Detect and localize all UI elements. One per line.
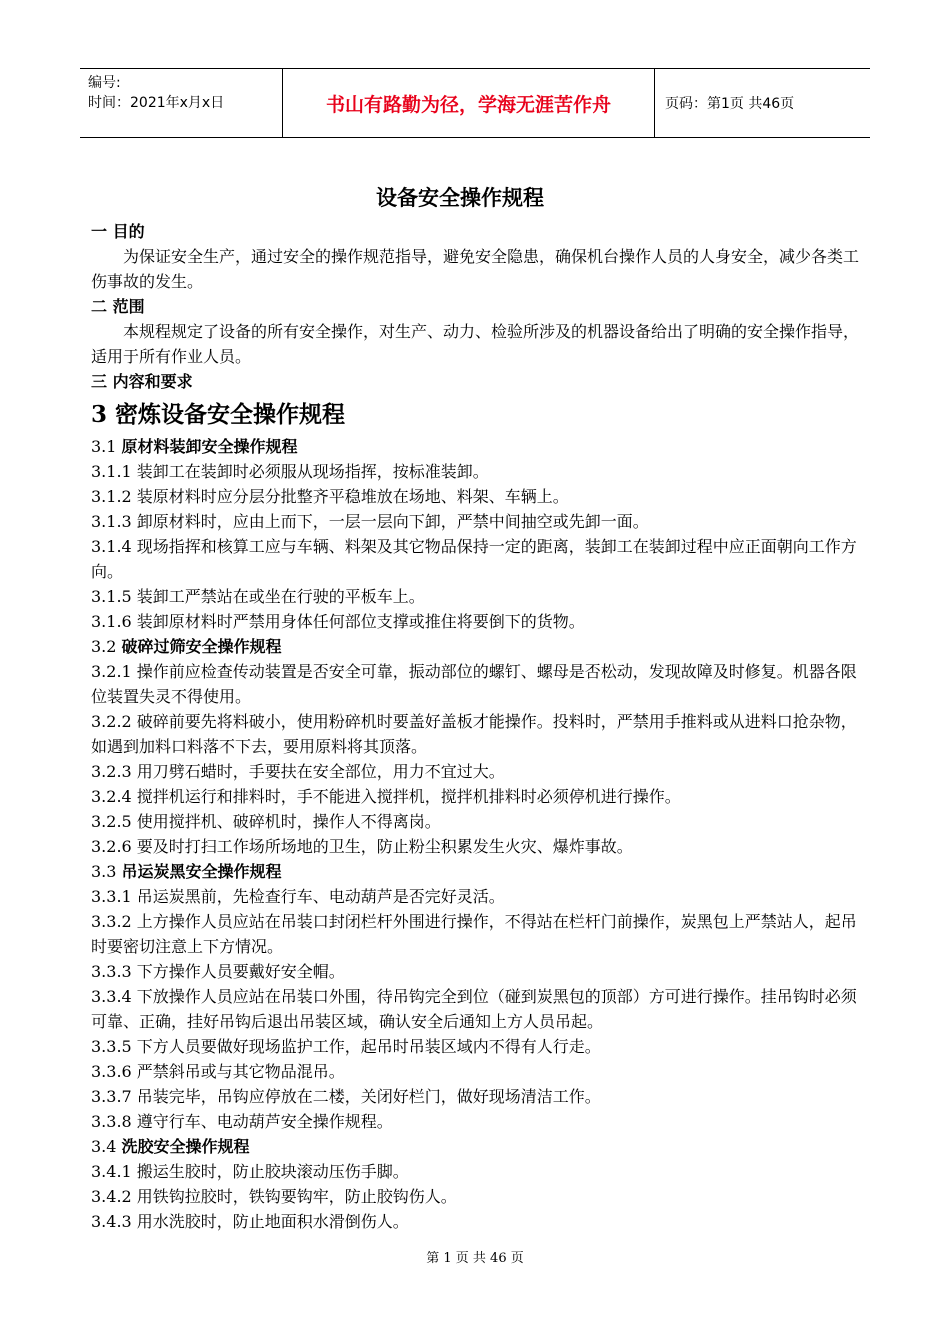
clause-number: 3.4.2 bbox=[91, 1187, 137, 1206]
clause-item bbox=[91, 984, 861, 1034]
clause-text: 搅拌机运行和排料时，手不能进入搅拌机，搅拌机排料时必须停机进行操作。 bbox=[136, 787, 681, 806]
clause-text: 装卸原材料时严禁用身体任何部位支撑或推住将要倒下的货物。 bbox=[136, 612, 585, 631]
clause-text: 搬运生胶时，防止胶块滚动压伤手脚。 bbox=[136, 1162, 409, 1181]
clause-text: 装原材料时应分层分批整齐平稳堆放在场地、料架、车辆上。 bbox=[136, 487, 569, 506]
clause-item bbox=[91, 584, 861, 609]
clause-item bbox=[91, 659, 861, 709]
clause-text: 装卸工在装卸时必须服从现场指挥，按标准装卸。 bbox=[136, 462, 489, 481]
clause-number: 3.3 bbox=[91, 862, 122, 881]
clause-item bbox=[91, 459, 861, 484]
clause-number: 3.4.3 bbox=[91, 1212, 137, 1231]
clause-text: 原材料装卸安全操作规程 bbox=[121, 437, 298, 456]
clause-number: 3.3.8 bbox=[91, 1112, 137, 1131]
clause-number: 3.2.3 bbox=[91, 762, 137, 781]
clause-text: 用水洗胶时，防止地面积水滑倒伤人。 bbox=[136, 1212, 409, 1231]
clause-item bbox=[91, 1034, 861, 1059]
page-info-text: 页码：第1页 共46页 bbox=[665, 96, 795, 112]
clause-item bbox=[91, 759, 861, 784]
clause-number: 3.3.7 bbox=[91, 1087, 137, 1106]
clause-text: 破碎前要先将料破小，使用粉碎机时要盖好盖板才能操作。投料时，严禁用手推料或从进料口抢杂物，如遇到加料口料落不下去，要用原料将其顶落。 bbox=[91, 712, 857, 756]
clause-item bbox=[91, 884, 861, 909]
section-content-title: 三 内容和要求 bbox=[91, 372, 193, 391]
clause-number: 3.1.4 bbox=[91, 537, 137, 556]
clause-text: 卸原材料时，应由上而下，一层一层向下卸，严禁中间抽空或先卸一面。 bbox=[136, 512, 649, 531]
page-footer: 第 1 页 共 46 页 bbox=[426, 1251, 524, 1266]
clause-number: 3.3.6 bbox=[91, 1062, 137, 1081]
clause-number: 3.3.1 bbox=[91, 887, 137, 906]
document-title: 设备安全操作规程 bbox=[376, 186, 544, 210]
clause-item bbox=[91, 1084, 861, 1109]
clause-text: 上方操作人员应站在吊装口封闭栏杆外围进行操作，不得站在栏杆门前操作，炭黑包上严禁站人，起吊时要密切注意上下方情况。 bbox=[91, 912, 857, 956]
clause-number: 3.2.4 bbox=[91, 787, 137, 806]
clause-number: 3.1.2 bbox=[91, 487, 137, 506]
clause-number: 3.3.3 bbox=[91, 962, 137, 981]
motto-cell bbox=[283, 69, 655, 137]
clause-number: 3.3.4 bbox=[91, 987, 137, 1006]
clause-text: 洗胶安全操作规程 bbox=[121, 1137, 250, 1156]
document-body bbox=[91, 219, 861, 1234]
clause-text: 使用搅拌机、破碎机时，操作人不得离岗。 bbox=[136, 812, 441, 831]
page-info-cell bbox=[655, 69, 870, 137]
clause-item bbox=[91, 1059, 861, 1084]
clause-number: 3.1 bbox=[91, 437, 122, 456]
clause-number: 3.2.5 bbox=[91, 812, 137, 831]
clause-number: 3.2.6 bbox=[91, 837, 137, 856]
serial-number-label: 编号: bbox=[88, 75, 121, 91]
section-purpose-body: 为保证安全生产，通过安全的操作规范指导，避免安全隐患，确保机台操作人员的人身安全，减少各类工伤事故的发生。 bbox=[91, 247, 860, 291]
clause-number: 3.2.2 bbox=[91, 712, 137, 731]
clause-text: 用铁钩拉胶时，铁钩要钩牢，防止胶钩伤人。 bbox=[136, 1187, 457, 1206]
clause-item bbox=[91, 709, 861, 759]
chapter-title: 3 密炼设备安全操作规程 bbox=[91, 401, 346, 428]
clause-number: 3.1.3 bbox=[91, 512, 137, 531]
clause-item bbox=[91, 484, 861, 509]
date-line: 时间：2021年x月x日 bbox=[88, 95, 225, 111]
item-list bbox=[91, 434, 861, 1234]
section-purpose-title: 一 目的 bbox=[91, 222, 145, 241]
clause-text: 破碎过筛安全操作规程 bbox=[121, 637, 282, 656]
clause-item bbox=[91, 834, 861, 859]
clause-item bbox=[91, 809, 861, 834]
clause-number: 3.1.1 bbox=[91, 462, 137, 481]
clause-item bbox=[91, 534, 861, 584]
clause-text: 下放操作人员应站在吊装口外围，待吊钩完全到位（碰到炭黑包的顶部）方可进行操作。挂吊钩时必须可靠、正确，挂好吊钩后退出吊装区域，确认安全后通知上方人员吊起。 bbox=[91, 987, 857, 1031]
header-table bbox=[80, 68, 870, 138]
motto-text: 书山有路勤为径，学海无涯苦作舟 bbox=[325, 93, 611, 116]
clause-number: 3.3.2 bbox=[91, 912, 137, 931]
clause-text: 下方操作人员要戴好安全帽。 bbox=[136, 962, 345, 981]
clause-text: 吊运炭黑前，先检查行车、电动葫芦是否完好灵活。 bbox=[136, 887, 505, 906]
clause-text: 要及时打扫工作场所场地的卫生，防止粉尘积累发生火灾、爆炸事故。 bbox=[136, 837, 633, 856]
section-scope-body: 本规程规定了设备的所有安全操作，对生产、动力、检验所涉及的机器设备给出了明确的安全操作指导，适用于所有作业人员。 bbox=[91, 322, 860, 366]
clause-item bbox=[91, 1109, 861, 1134]
subsection-heading bbox=[91, 859, 861, 884]
clause-text: 吊运炭黑安全操作规程 bbox=[121, 862, 282, 881]
clause-number: 3.4 bbox=[91, 1137, 122, 1156]
clause-text: 现场指挥和核算工应与车辆、料架及其它物品保持一定的距离，装卸工在装卸过程中应正面朝向工作方向。 bbox=[91, 537, 857, 581]
clause-number: 3.4.1 bbox=[91, 1162, 137, 1181]
clause-item bbox=[91, 1209, 861, 1234]
clause-text: 吊装完毕，吊钩应停放在二楼，关闭好栏门，做好现场清洁工作。 bbox=[136, 1087, 601, 1106]
clause-number: 3.2.1 bbox=[91, 662, 137, 681]
clause-item bbox=[91, 959, 861, 984]
clause-item bbox=[91, 609, 861, 634]
clause-text: 严禁斜吊或与其它物品混吊。 bbox=[136, 1062, 345, 1081]
subsection-heading bbox=[91, 1134, 861, 1159]
section-scope-title: 二 范围 bbox=[91, 297, 145, 316]
clause-item bbox=[91, 1184, 861, 1209]
clause-text: 装卸工严禁站在或坐在行驶的平板车上。 bbox=[136, 587, 425, 606]
header-meta-cell bbox=[80, 69, 283, 137]
clause-text: 遵守行车、电动葫芦安全操作规程。 bbox=[136, 1112, 393, 1131]
clause-text: 操作前应检查传动装置是否安全可靠，振动部位的螺钉、螺母是否松动，发现故障及时修复。机器各限位装置失灵不得使用。 bbox=[91, 662, 857, 706]
clause-item bbox=[91, 784, 861, 809]
subsection-heading bbox=[91, 434, 861, 459]
clause-number: 3.1.5 bbox=[91, 587, 137, 606]
clause-number: 3.3.5 bbox=[91, 1037, 137, 1056]
clause-number: 3.1.6 bbox=[91, 612, 137, 631]
clause-item bbox=[91, 509, 861, 534]
clause-item bbox=[91, 909, 861, 959]
clause-text: 下方人员要做好现场监护工作，起吊时吊装区域内不得有人行走。 bbox=[136, 1037, 601, 1056]
clause-number: 3.2 bbox=[91, 637, 122, 656]
clause-text: 用刀劈石蜡时，手要扶在安全部位，用力不宜过大。 bbox=[136, 762, 505, 781]
subsection-heading bbox=[91, 634, 861, 659]
clause-item bbox=[91, 1159, 861, 1184]
